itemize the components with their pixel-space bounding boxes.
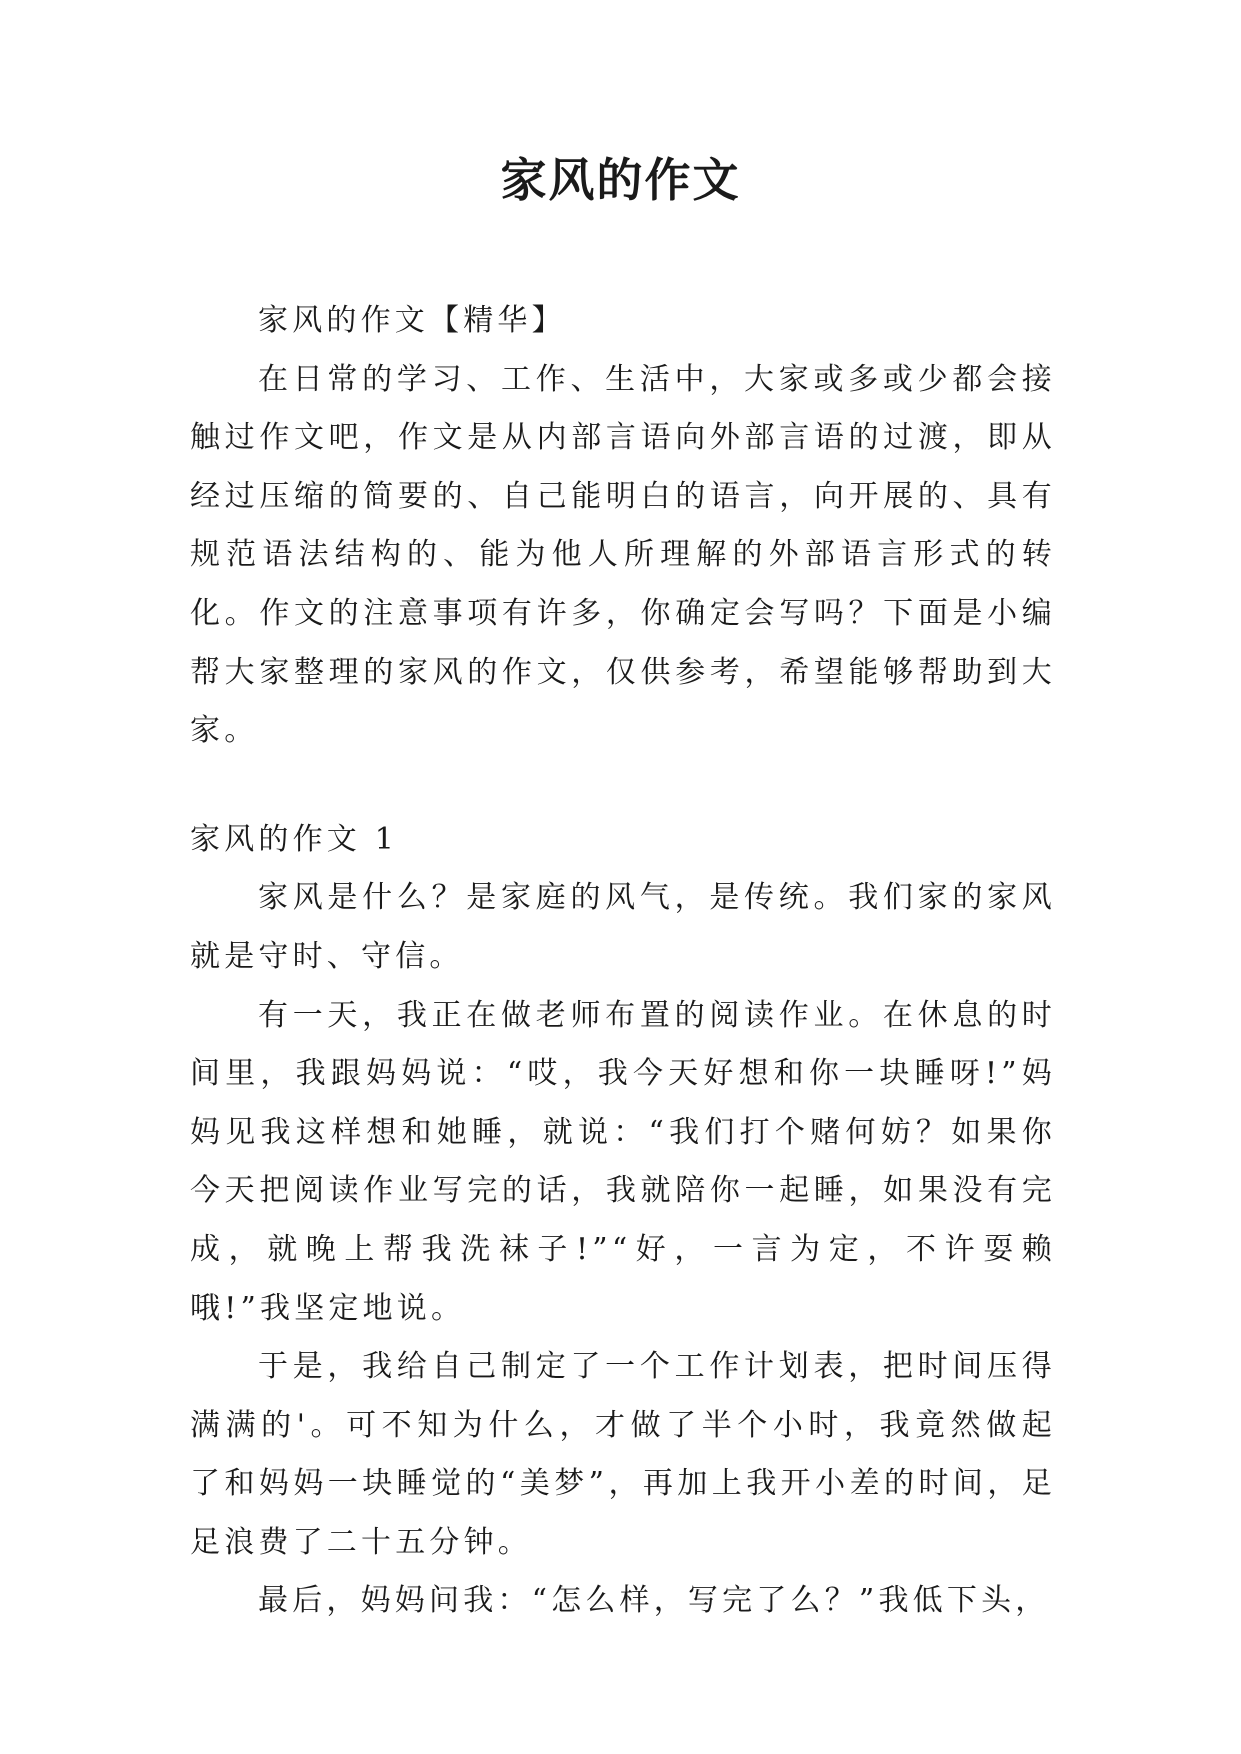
body-paragraph: 家风是什么？是家庭的风气，是传统。我们家的家风就是守时、守信。: [190, 880, 1056, 974]
body-paragraph: 最后，妈妈问我：“怎么样，写完了么？”我低下头，: [258, 1583, 1050, 1619]
section-gap: [190, 761, 1056, 811]
section-heading: 家风的作文 1: [190, 821, 399, 857]
intro-paragraph: 在日常的学习、工作、生活中，大家或多或少都会接触过作文吧，作文是从内部言语向外部言语的过渡，即从经过压缩的简要的、自己能明白的语言，向开展的、具有规范语法结构的、能为他人所理解的外部语言形式的转化。作文的注意事项有许多，你确定会写吗？下面是小编帮大家整理的家风的作文，仅供参考，希望能够帮助到大家。: [190, 361, 1056, 749]
document-body: [190, 292, 1056, 1631]
document-subtitle: 家风的作文【精华】: [258, 303, 566, 338]
document-title: 家风的作文: [500, 153, 741, 207]
body-paragraph: 有一天，我正在做老师布置的阅读作业。在休息的时间里，我跟妈妈说：“哎，我今天好想和你一块睡呀!”妈妈见我这样想和她睡，就说：“我们打个赌何妨？如果你今天把阅读作业写完的话，我就陪你一起睡，如果没有完成，就晚上帮我洗袜子!”“好，一言为定，不许耍赖哦!”我坚定地说。: [190, 997, 1056, 1326]
body-paragraph: 于是，我给自己制定了一个工作计划表，把时间压得满满的'。可不知为什么，才做了半个小时，我竟然做起了和妈妈一块睡觉的“美梦”，再加上我开小差的时间，足足浪费了二十五分钟。: [190, 1349, 1056, 1560]
